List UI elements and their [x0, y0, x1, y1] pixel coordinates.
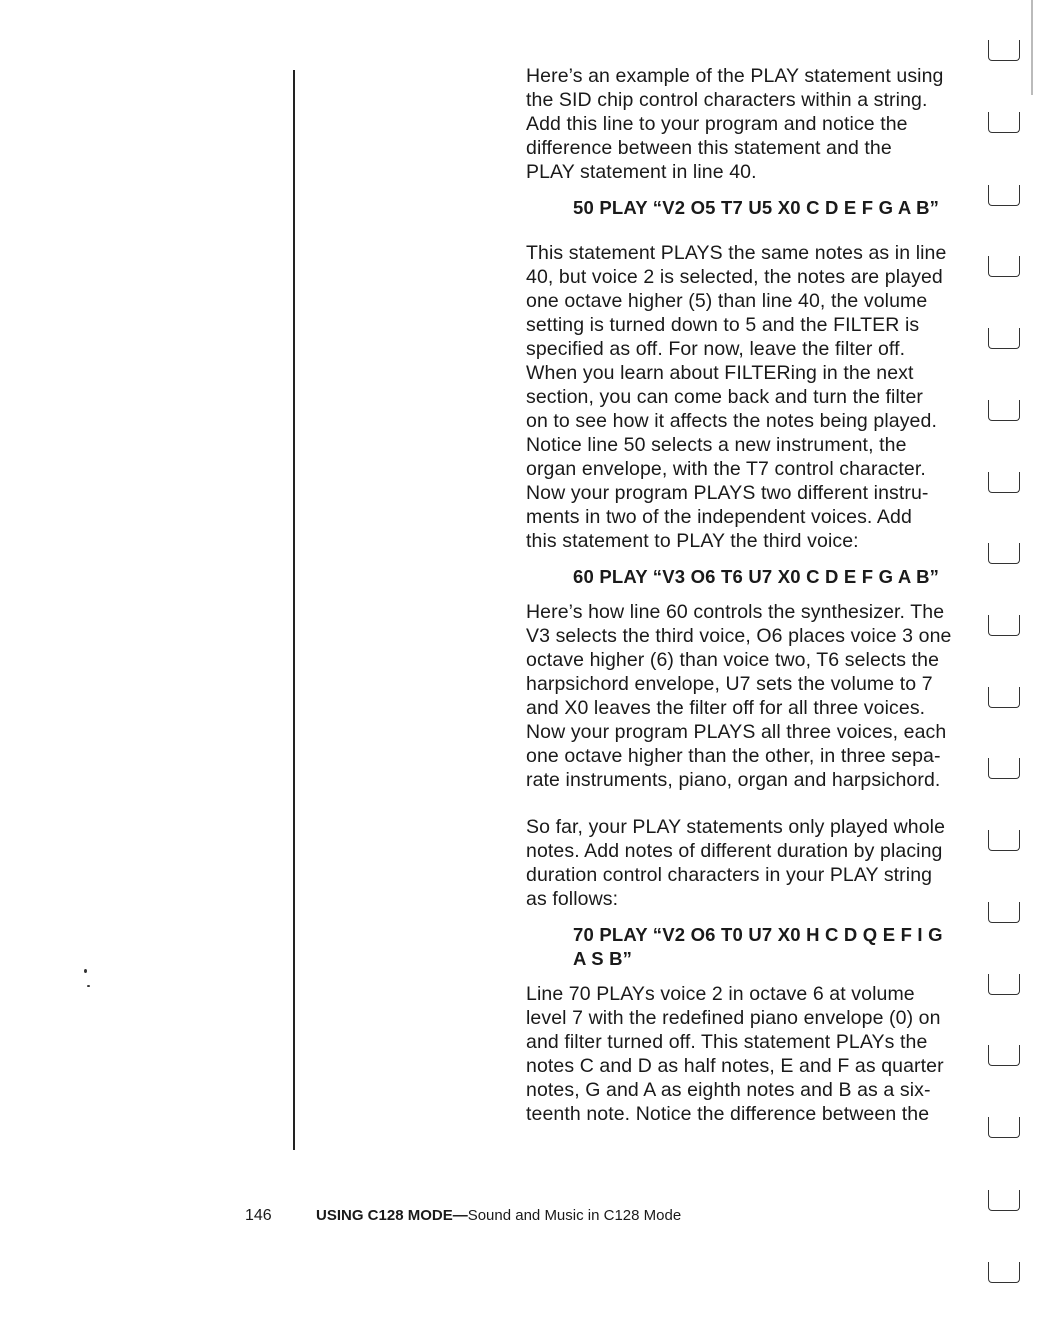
binding-hole-mark	[988, 185, 1020, 206]
binding-hole-mark	[988, 1117, 1020, 1138]
binding-hole-mark	[988, 112, 1020, 133]
text-line: setting is turned down to 5 and the FILTER is	[526, 314, 920, 336]
running-title	[316, 1207, 681, 1224]
text-line: PLAY statement in line 40.	[526, 161, 757, 183]
paragraph-duration-intro	[526, 815, 976, 911]
paragraph-line70-explanation	[526, 982, 976, 1126]
binding-hole-mark	[988, 830, 1020, 851]
code-text-line: A S B”	[573, 948, 633, 969]
text-line: harpsichord envelope, U7 sets the volume to 7	[526, 673, 933, 695]
text-line: the SID chip control characters within a string.	[526, 89, 928, 111]
text-line: This statement PLAYS the same notes as in line	[526, 242, 947, 264]
running-title-section: USING C128 MODE—	[316, 1207, 468, 1224]
text-line: Notice line 50 selects a new instrument, the	[526, 434, 907, 456]
text-line: When you learn about FILTERing in the next	[526, 362, 914, 384]
text-line: on to see how it affects the notes being played.	[526, 410, 937, 432]
code-line-60: 60 PLAY “V3 O6 T6 U7 X0 C D E F G A B”	[573, 566, 940, 587]
text-line: Here’s an example of the PLAY statement using	[526, 65, 944, 87]
page-edge-line	[1031, 0, 1033, 95]
running-title-chapter: Sound and Music in C128 Mode	[467, 1207, 682, 1224]
page-number: 146	[245, 1207, 272, 1224]
text-line: as follows:	[526, 888, 619, 910]
binding-hole-mark	[988, 1045, 1020, 1066]
text-line: specified as off. For now, leave the filter off.	[526, 338, 906, 360]
text-line: level 7 with the redefined piano envelope (0) on	[526, 1007, 941, 1029]
text-line: Now your program PLAYS all three voices, each	[526, 721, 947, 743]
binding-hole-mark	[988, 472, 1020, 493]
code-line-50: 50 PLAY “V2 O5 T7 U5 X0 C D E F G A B”	[573, 197, 940, 218]
binding-hole-mark	[988, 400, 1020, 421]
binding-hole-marks	[985, 30, 1025, 1310]
margin-rule	[293, 70, 295, 1150]
text-line: one octave higher (5) than line 40, the volume	[526, 290, 928, 312]
text-line: Add this line to your program and notice the	[526, 113, 908, 135]
binding-hole-mark	[988, 902, 1020, 923]
text-line: and filter turned off. This statement PLAYs the	[526, 1031, 928, 1053]
text-line: Line 70 PLAYs voice 2 in octave 6 at volume	[526, 983, 915, 1005]
body-column	[526, 64, 976, 1126]
text-line: section, you can come back and turn the filter	[526, 386, 923, 408]
text-line: organ envelope, with the T7 control character.	[526, 458, 926, 480]
text-line: notes. Add notes of different duration by placing	[526, 840, 943, 862]
code-text-line: 70 PLAY “V2 O6 T0 U7 X0 H C D Q E F I G	[573, 924, 943, 945]
code-line-70	[526, 923, 976, 971]
text-line: and X0 leaves the filter off for all three voices.	[526, 697, 926, 719]
binding-hole-mark	[988, 1190, 1020, 1211]
text-line: notes C and D as half notes, E and F as quarter	[526, 1055, 944, 1077]
binding-hole-mark	[988, 543, 1020, 564]
text-line: teenth note. Notice the difference between the	[526, 1103, 930, 1125]
binding-hole-mark	[988, 328, 1020, 349]
text-line: this statement to PLAY the third voice:	[526, 530, 859, 552]
binding-hole-mark	[988, 256, 1020, 277]
text-line: Here’s how line 60 controls the synthesizer. The	[526, 601, 945, 623]
scan-speck	[87, 985, 90, 987]
text-line: So far, your PLAY statements only played whole	[526, 816, 946, 838]
text-line: rate instruments, piano, organ and harpsichord.	[526, 769, 941, 791]
binding-hole-mark	[988, 1262, 1020, 1283]
binding-hole-mark	[988, 615, 1020, 636]
binding-hole-mark	[988, 40, 1020, 61]
text-line: ments in two of the independent voices. Add	[526, 506, 912, 528]
text-line: one octave higher than the other, in three sepa-	[526, 745, 941, 767]
text-line: difference between this statement and the	[526, 137, 892, 159]
text-line: 40, but voice 2 is selected, the notes are played	[526, 266, 943, 288]
text-line: notes, G and A as eighth notes and B as a six-	[526, 1079, 931, 1101]
text-line: octave higher (6) than voice two, T6 selects the	[526, 649, 940, 671]
paragraph-intro	[526, 64, 976, 184]
binding-hole-mark	[988, 758, 1020, 779]
text-line: duration control characters in your PLAY string	[526, 864, 933, 886]
binding-hole-mark	[988, 687, 1020, 708]
text-line: Now your program PLAYS two different instru-	[526, 482, 929, 504]
paragraph-line60-explanation	[526, 600, 976, 792]
binding-hole-mark	[988, 974, 1020, 995]
paragraph-line50-explanation	[526, 241, 976, 553]
scan-speck	[84, 969, 87, 973]
text-line: V3 selects the third voice, O6 places voice 3 one	[526, 625, 952, 647]
